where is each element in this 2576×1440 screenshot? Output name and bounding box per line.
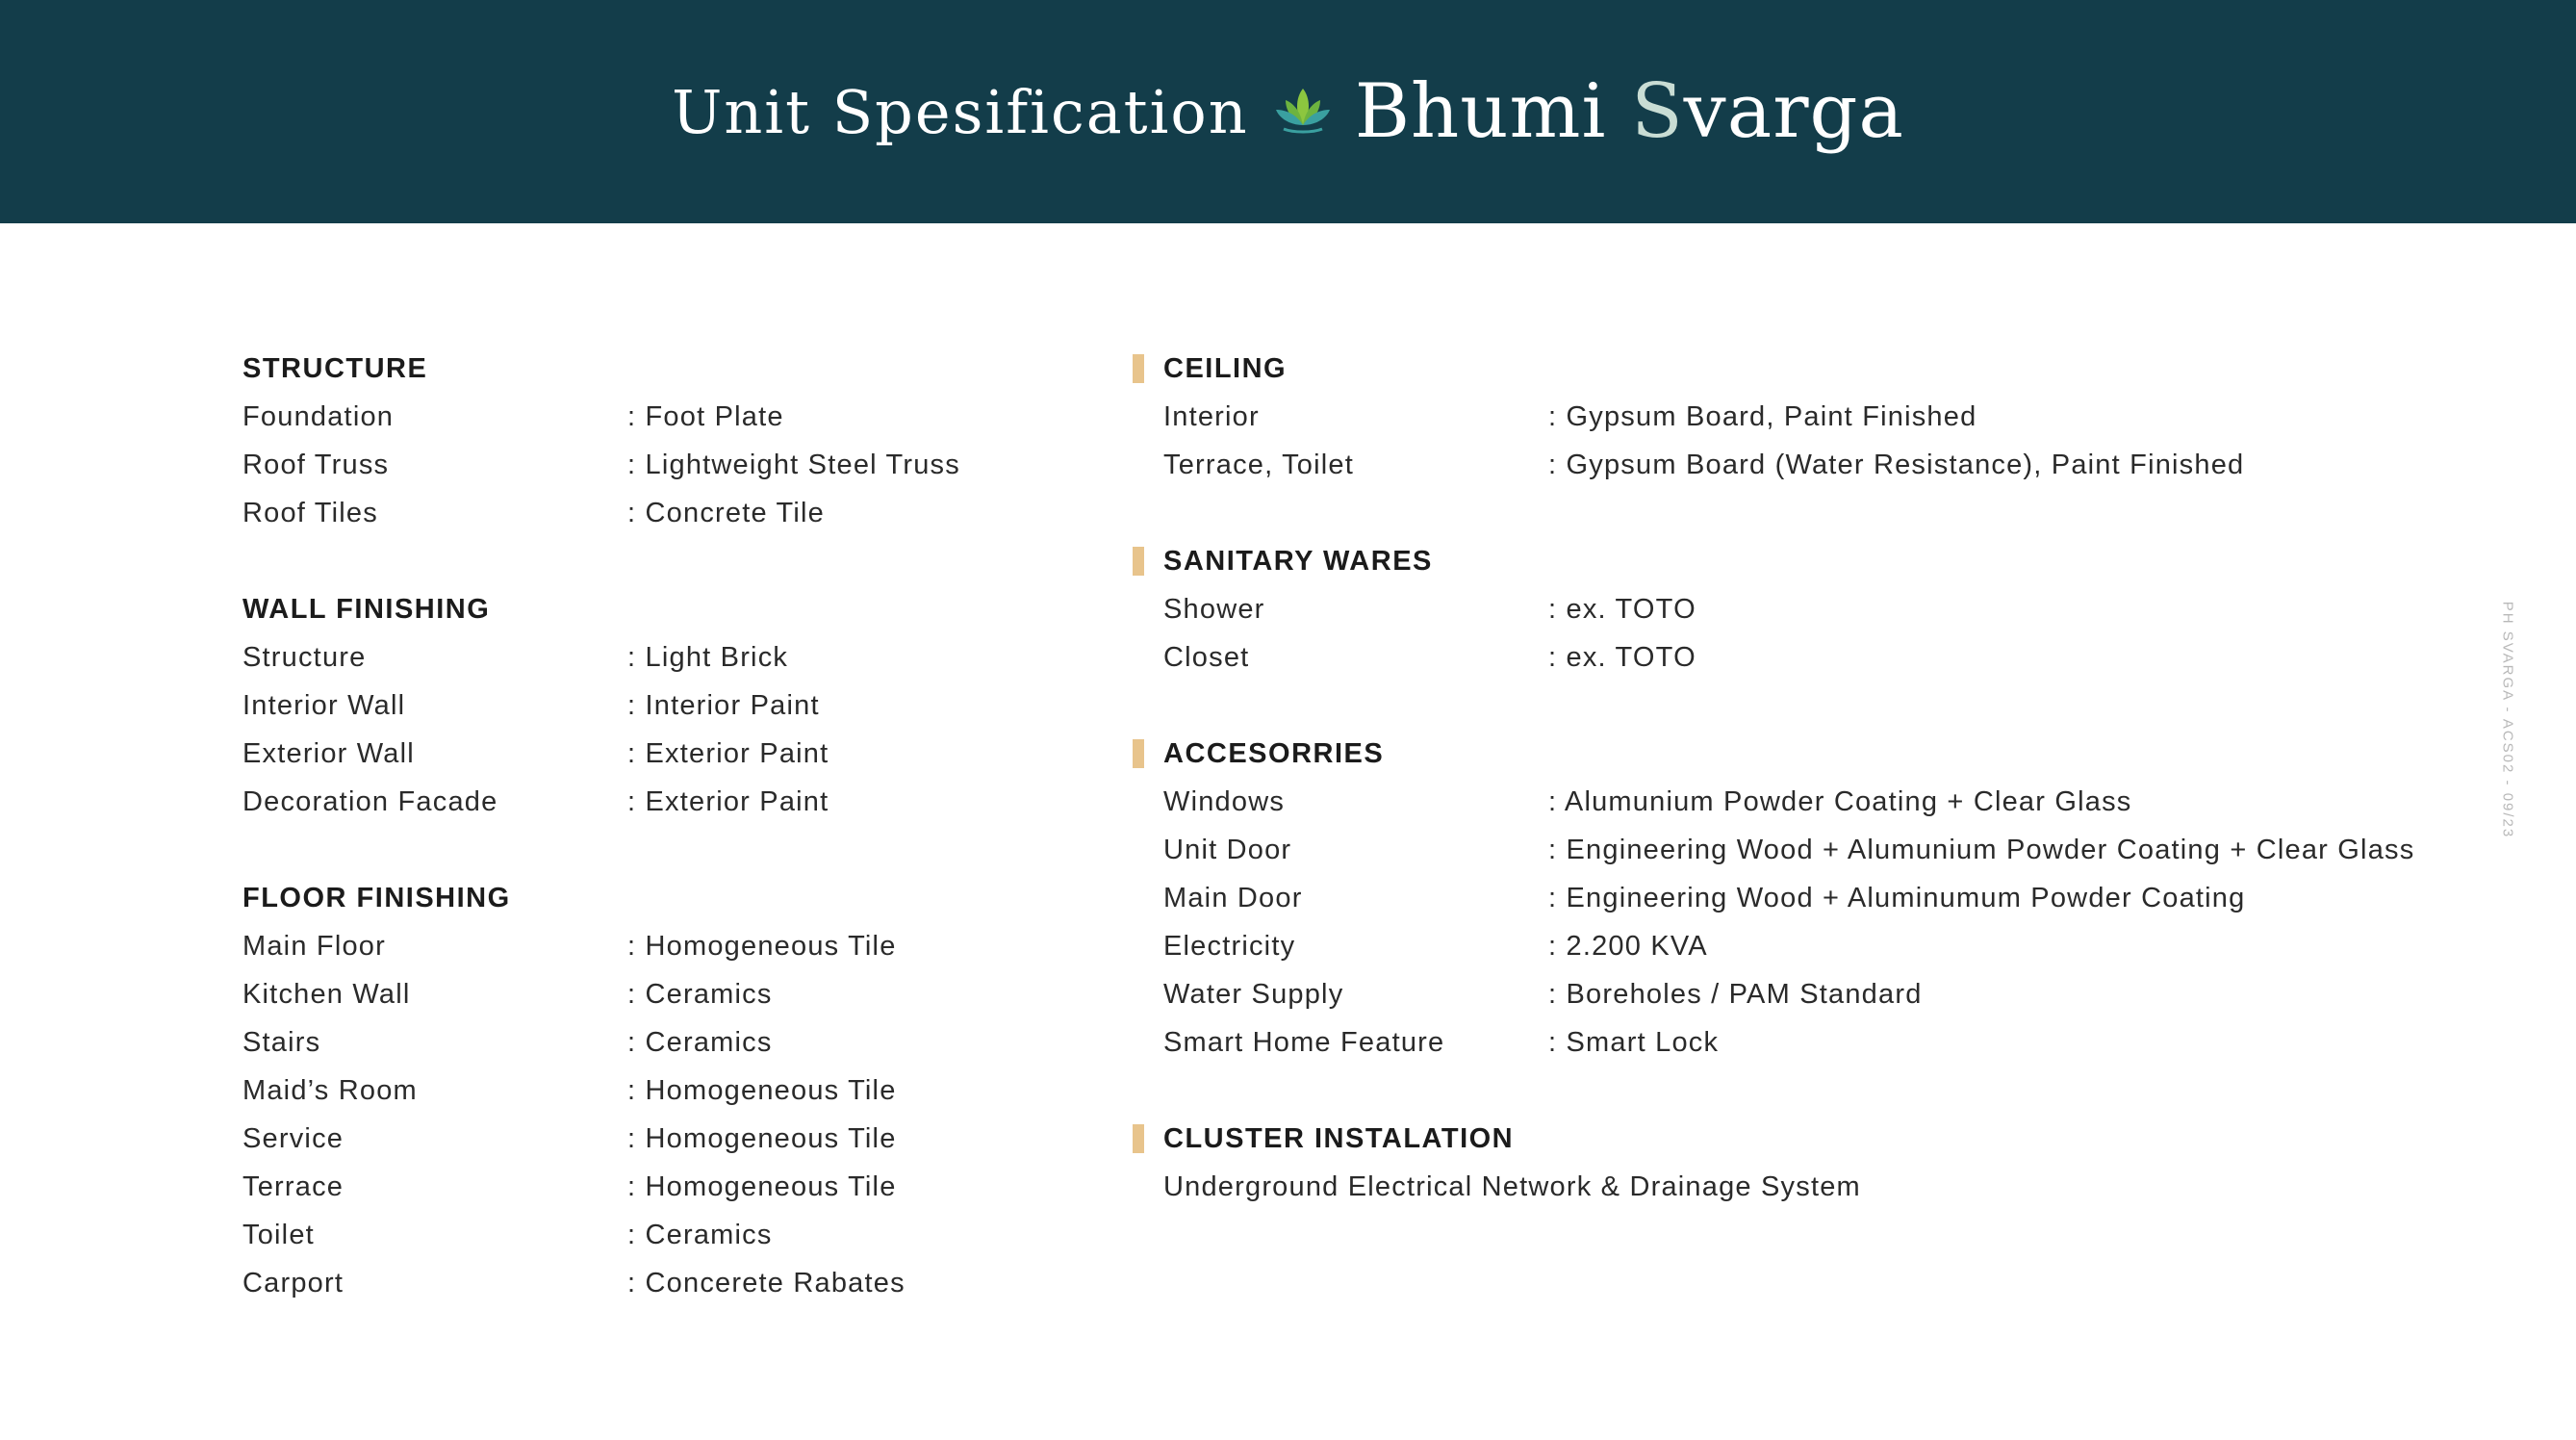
spec-value: : Ceramics <box>627 979 773 1010</box>
cluster-description: Underground Electrical Network & Drainage System <box>1163 1171 1861 1202</box>
spec-row <box>242 633 960 681</box>
spec-value: : Concrete Tile <box>627 498 825 528</box>
brand-name-part2: varga <box>1683 68 1904 155</box>
spec-row <box>242 1115 960 1163</box>
spec-row <box>1163 970 2414 1018</box>
spec-label: Decoration Facade <box>242 786 498 817</box>
spec-label: Electricity <box>1163 931 1296 962</box>
spec-label: Main Floor <box>242 931 386 962</box>
spec-label: Windows <box>1163 786 1286 817</box>
spec-label: Closet <box>1163 642 1250 673</box>
spec-label: Stairs <box>242 1027 321 1058</box>
spec-row <box>242 778 960 826</box>
spec-row <box>1163 922 2414 970</box>
section-ceiling <box>1163 345 2414 489</box>
spec-value: : Homogeneous Tile <box>627 1123 897 1154</box>
spec-value: : Smart Lock <box>1548 1027 1720 1058</box>
spec-value: : Engineering Wood + Alumunium Powder Coating + Clear Glass <box>1548 835 2415 865</box>
spec-label: Main Door <box>1163 883 1303 913</box>
spec-label: Roof Truss <box>242 450 390 480</box>
spec-row <box>242 1163 960 1211</box>
section-heading: CLUSTER INSTALATION <box>1163 1123 1515 1154</box>
document-title: Unit Spesification <box>672 76 1249 147</box>
header-banner <box>0 0 2576 223</box>
spec-label: Kitchen Wall <box>242 979 411 1010</box>
spec-label: Exterior Wall <box>242 738 415 769</box>
section-marker <box>1133 1124 1144 1153</box>
spec-label: Foundation <box>242 401 395 432</box>
section-heading-row <box>1163 730 2414 778</box>
section-marker <box>1133 354 1144 383</box>
spec-row <box>1163 1018 2414 1067</box>
spec-value: : Alumunium Powder Coating + Clear Glass <box>1548 786 2132 817</box>
spec-row <box>1163 874 2414 922</box>
spec-value: : Boreholes / PAM Standard <box>1548 979 1923 1010</box>
section-heading: CEILING <box>1163 353 1288 384</box>
section-heading-row <box>1163 345 2414 393</box>
spec-row <box>242 1211 960 1259</box>
spec-value: : Homogeneous Tile <box>627 1171 897 1202</box>
spec-value: : Exterior Paint <box>627 738 829 769</box>
section-heading: WALL FINISHING <box>242 594 491 625</box>
spec-label: Terrace, Toilet <box>1163 450 1354 480</box>
section-floor-finishing <box>242 874 960 1307</box>
section-heading: SANITARY WARES <box>1163 546 1433 577</box>
section-heading-row <box>1163 537 2414 585</box>
spec-label: Terrace <box>242 1171 344 1202</box>
spec-value: : 2.200 KVA <box>1548 931 1708 962</box>
spec-row <box>1163 633 2414 681</box>
spec-label: Structure <box>242 642 367 673</box>
spec-value: : Interior Paint <box>627 690 820 721</box>
spec-value: : Homogeneous Tile <box>627 931 897 962</box>
spec-value: : Ceramics <box>627 1027 773 1058</box>
spec-row <box>242 922 960 970</box>
brand-logotype <box>1355 68 1904 155</box>
spec-label: Roof Tiles <box>242 498 378 528</box>
spec-value: : Gypsum Board, Paint Finished <box>1548 401 1977 432</box>
spec-value: : ex. TOTO <box>1548 642 1696 673</box>
spec-value: : Light Brick <box>627 642 789 673</box>
spec-row <box>242 393 960 441</box>
spec-label: Service <box>242 1123 344 1154</box>
spec-value: : Foot Plate <box>627 401 784 432</box>
spec-value: : ex. TOTO <box>1548 594 1696 625</box>
spec-value: : Ceramics <box>627 1220 773 1250</box>
spec-label: Carport <box>242 1268 344 1299</box>
spec-label: Shower <box>1163 594 1265 625</box>
section-heading: STRUCTURE <box>242 353 428 384</box>
section-heading-row <box>1163 1115 2414 1163</box>
spec-row <box>242 489 960 537</box>
spec-label: Unit Door <box>1163 835 1292 865</box>
spec-label: Smart Home Feature <box>1163 1027 1445 1058</box>
spec-row <box>1163 393 2414 441</box>
spec-row <box>242 730 960 778</box>
spec-row <box>242 1259 960 1307</box>
section-cluster-installation <box>1163 1115 2414 1211</box>
header-content <box>0 0 2576 223</box>
spec-value: : Homogeneous Tile <box>627 1075 897 1106</box>
spec-row <box>1163 826 2414 874</box>
spec-row <box>242 1067 960 1115</box>
section-marker <box>1133 739 1144 768</box>
section-marker <box>1133 547 1144 576</box>
brand-name-part1: Bhumi <box>1354 68 1632 155</box>
spec-label: Interior <box>1163 401 1260 432</box>
spec-row <box>242 1018 960 1067</box>
document-code: PH SVARGA - ACS02 - 09/23 <box>2499 601 2516 839</box>
spec-label: Toilet <box>242 1220 315 1250</box>
left-spec-column <box>242 345 960 1355</box>
spec-value: : Lightweight Steel Truss <box>627 450 960 480</box>
spec-row <box>1163 585 2414 633</box>
spec-label: Maid’s Room <box>242 1075 418 1106</box>
spec-value: : Exterior Paint <box>627 786 829 817</box>
section-heading: ACCESORRIES <box>1163 738 1385 769</box>
spec-row <box>242 441 960 489</box>
spec-row <box>242 970 960 1018</box>
spec-row <box>242 681 960 730</box>
spec-value: : Engineering Wood + Aluminumum Powder Coating <box>1548 883 2246 913</box>
spec-label: Interior Wall <box>242 690 406 721</box>
section-wall-finishing <box>242 585 960 826</box>
spec-value: : Gypsum Board (Water Resistance), Paint Finished <box>1548 450 2245 480</box>
lotus-icon <box>1272 81 1334 142</box>
section-sanitary-wares <box>1163 537 2414 681</box>
section-structure <box>242 345 960 537</box>
spec-row <box>1163 778 2414 826</box>
section-heading: FLOOR FINISHING <box>242 883 511 913</box>
spec-label: Water Supply <box>1163 979 1344 1010</box>
spec-row <box>1163 441 2414 489</box>
right-spec-column <box>1163 345 2414 1259</box>
spec-value: : Concerete Rabates <box>627 1268 905 1299</box>
brand-name-initial: S <box>1631 68 1684 155</box>
section-accessories <box>1163 730 2414 1067</box>
